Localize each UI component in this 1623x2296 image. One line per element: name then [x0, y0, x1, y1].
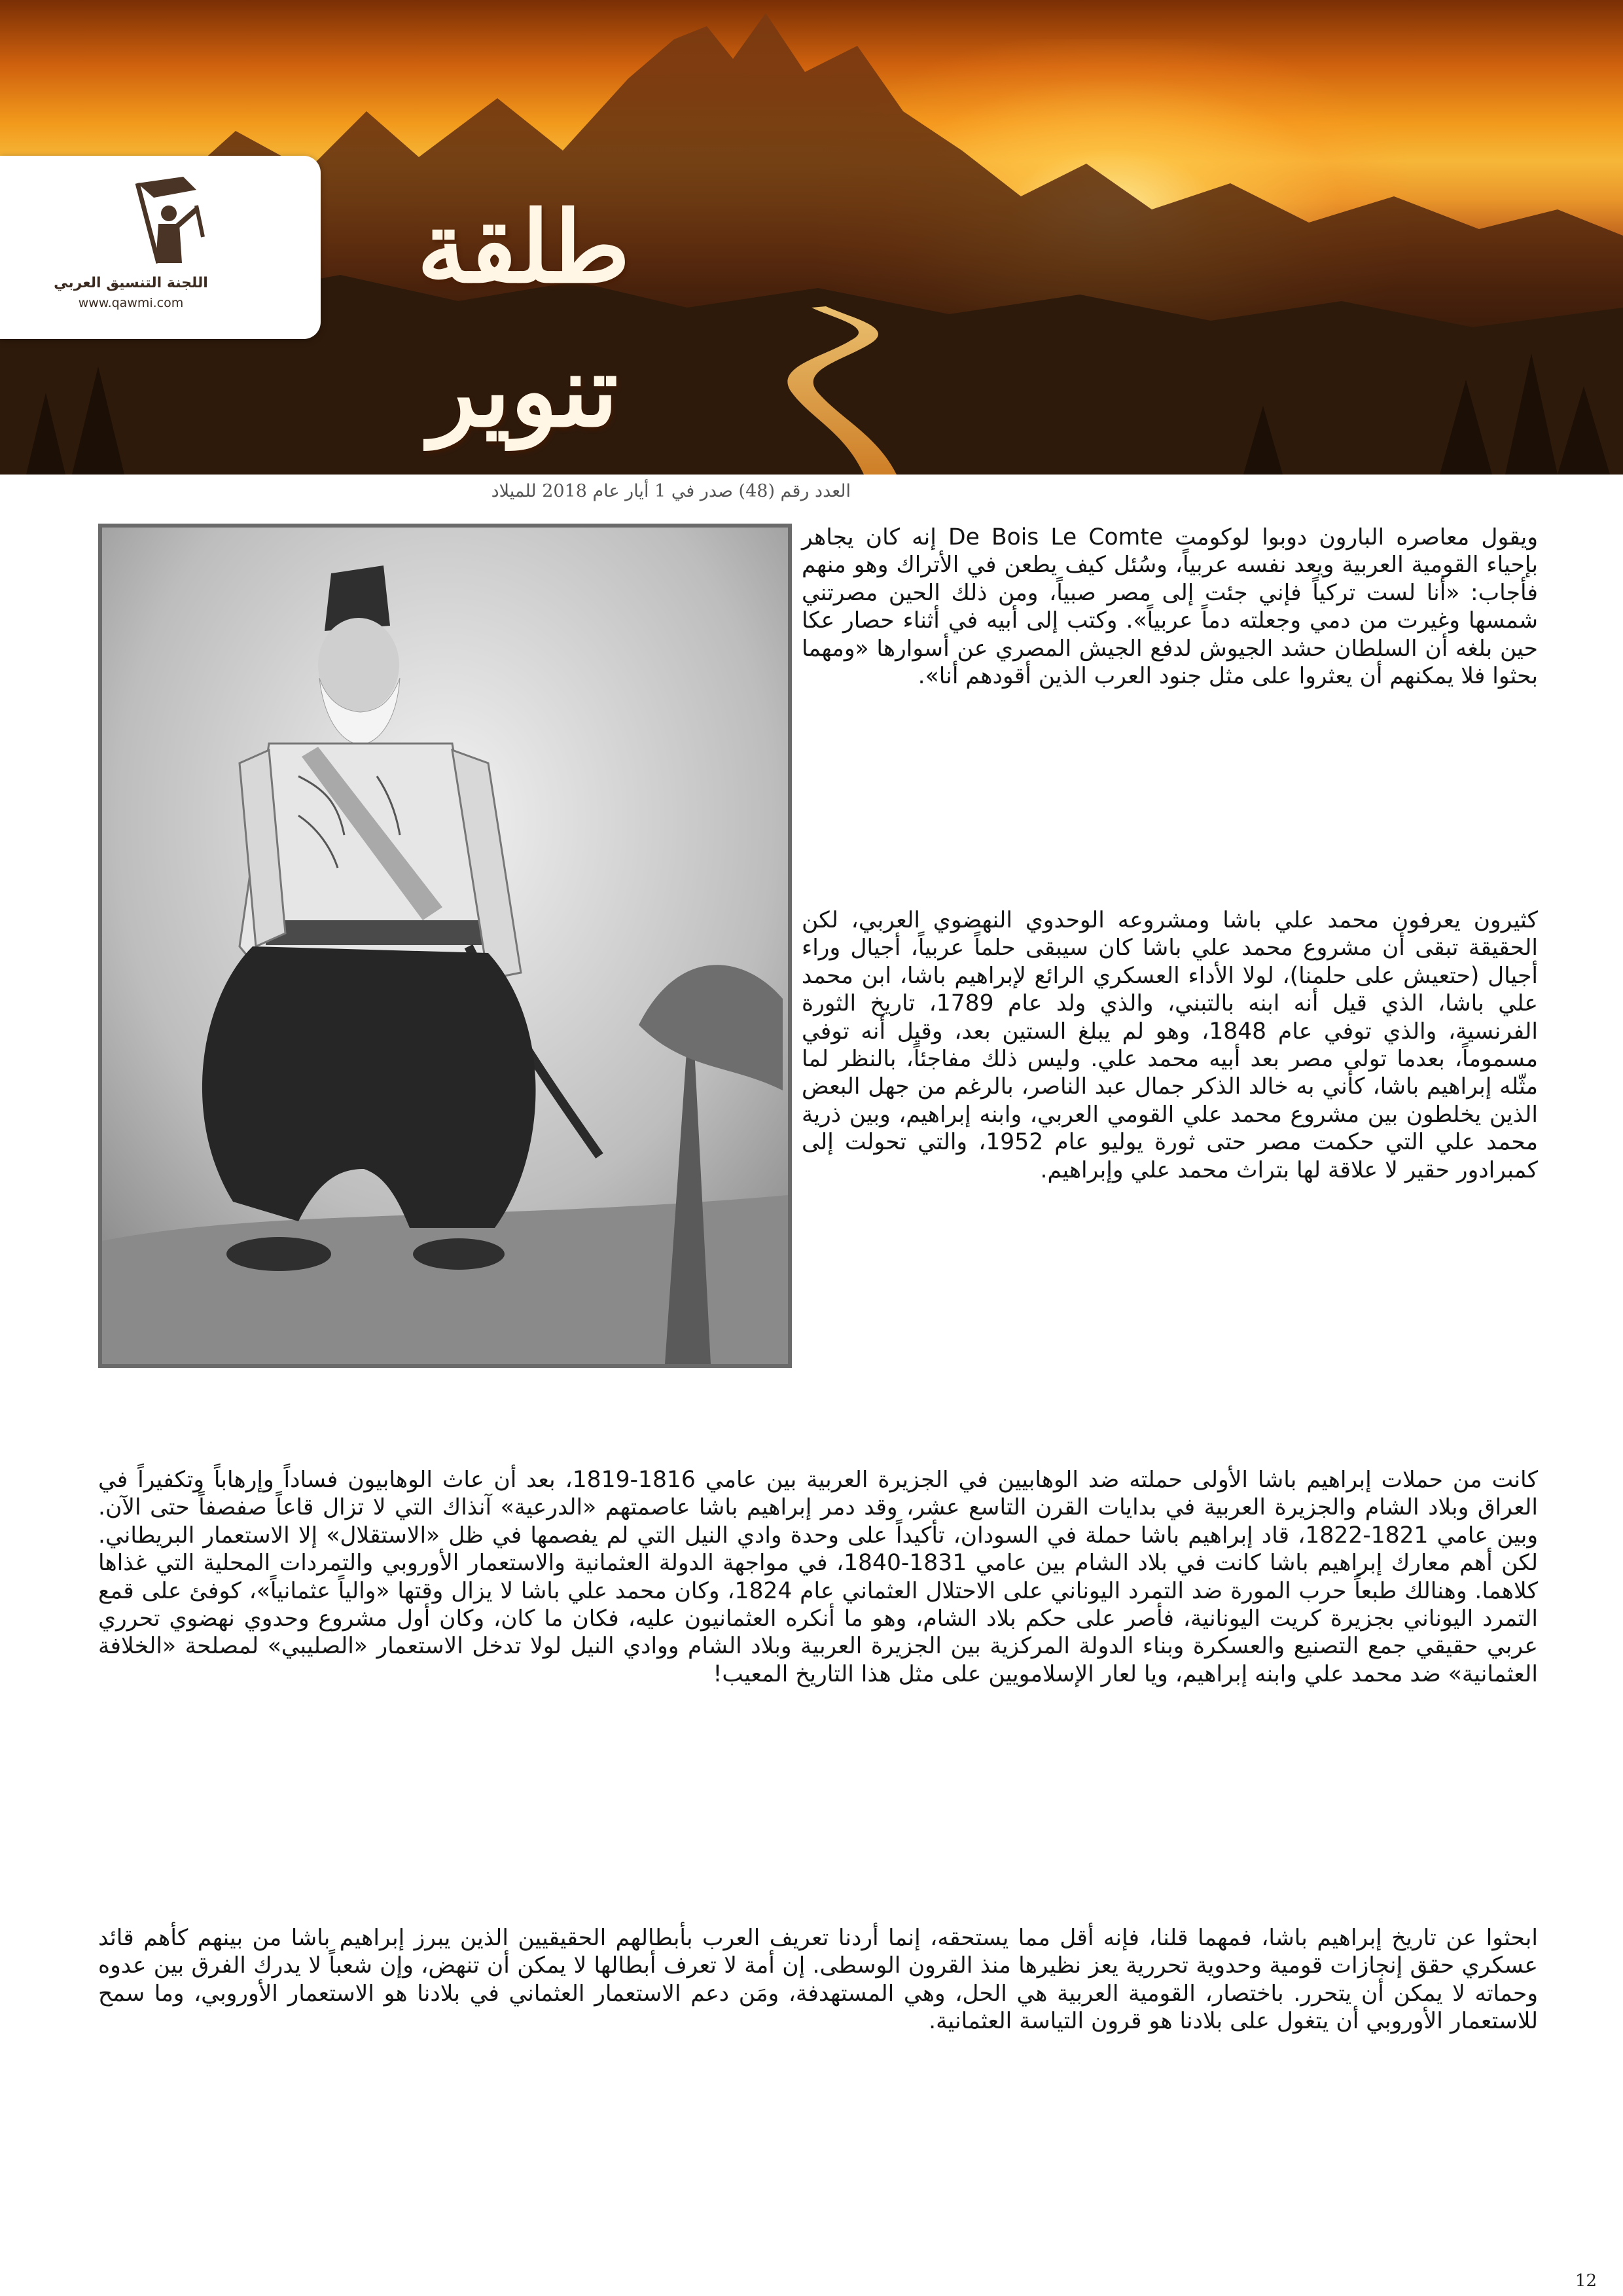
- header-banner: [0, 0, 1623, 475]
- portrait-image: [98, 524, 792, 1368]
- article-paragraph-2: كثيرون يعرفون محمد علي باشا ومشروعه الوحدوي النهضوي العربي، لكن الحقيقة تبقى أن مشروع محمد علي باشا كان سيبقى حلماً عربياً، أجيال وراء أجيال (حتعيش على حلمنا)، لولا الأداء العسكري الرائع لإبراهيم باشا، ابن محمد علي باشا، الذي قيل أنه ابنه بالتبني، والذي ولد عام 1789، تاريخ الثورة الفرنسية، والذي توفي عام 1848، وهو لم يبلغ الستين بعد، وقيل أنه توفي مسموماً، بعدما تولى مصر بعد أبيه محمد علي. وليس ذلك مفاجئاً، بالنظر لما مثّله إبراهيم باشا، كأني به خالد الذكر جمال عبد الناصر، بالرغم من جهل البعض الذين يخلطون بين مشروع محمد علي القومي العربي، وابنه إبراهيم، وبين ذرية محمد علي التي حكمت مصر حتى ثورة يوليو عام 1952، والتي تحولت إلى كمبرادور حقير لا علاقة لها بتراث محمد علي وإبراهيم.: [802, 907, 1538, 1183]
- article-paragraph-4: ابحثوا عن تاريخ إبراهيم باشا، فمهما قلنا، فإنه أقل مما يستحقه، إنما أردنا تعريف العرب بأبطالهم الحقيقيين الذين يبرز إبراهيم باشا من بينهم كأهم قائد عسكري حقق إنجازات قومية وحدوية تحررية يعز نظيرها منذ القرون الوسطى. إن أمة لا تعرف أبطالها لا يمكن أن تنهض، وإن شعباً لا يدرك الفرق بين عدوه وحماته لا يمكن أن يتحرر. باختصار، القومية العربية هي الحل، وهي المستهدفة، ومَن دعم الاستعمار العثماني في بلادنا هو الاستعمار الأوروبي، وما سمح للاستعمار الأوروبي أن يتغول على بلادنا هو قرون التياسة العثمانية.: [98, 1925, 1538, 2035]
- masthead-title: طلقة تنوير: [417, 190, 630, 449]
- article-paragraph-3: كانت من حملات إبراهيم باشا الأولى حملته ضد الوهابيين في الجزيرة العربية بين عامي 1816-1819، بعد أن عاث الوهابيون فساداً وإرهاباً وتكفيراً في العراق وبلاد الشام والجزيرة العربية في بدايات القرن التاسع عشر، وقد دمر إبراهيم باشا عاصمتهم «الدرعية» آنذاك التي لا تزال قاعاً صفصفاً حتى الآن. وبين عامي 1821-1822، قاد إبراهيم باشا حملة في السودان، تأكيداً على وحدة وادي النيل التي لم يفصمها في ظل «الاستقلال» إلا الاستعمار البريطاني. لكن أهم معارك إبراهيم باشا كانت في بلاد الشام بين عامي 1831-1840، في مواجهة الدولة العثمانية والاستعمار الأوروبي والتمردات المحلية التي غذاها كلاهما. وهنالك طبعاً حرب المورة ضد التمرد اليوناني على الاحتلال العثماني عام 1824، وكان محمد علي باشا لا يزال وقتها «والياً عثمانياً»، كوفئ على قمع التمرد اليوناني بجزيرة كريت اليونانية، فأصر على حكم بلاد الشام، وهو ما أنكره العثمانيون عليه، فكان ما كان، وكان أول مشروع وحدوي نهضوي تحرري عربي حقيقي جمع التصنيع والعسكرة وبناء الدولة المركزية بين الجزيرة العربية وبلاد الشام ووادي النيل لولا تدخل الاستعمار «الصليبي» لمصلحة «الخلافة العثمانية» ضد محمد علي وابنه إبراهيم، ويا لعار الإسلامويين على مثل هذا التاريخ المعيب!: [98, 1467, 1539, 1687]
- page-number: 12: [1575, 2271, 1597, 2291]
- article-paragraph-1: ويقول معاصره البارون دوبوا لوكومت De Bois Le Comte إنه كان يجاهر بإحياء القومية العربية ويعد نفسه عربياً، وسُئل كيف يطعن في الأتراك وهو منهم فأجاب: «أنا لست تركياً فإني جئت إلى مصر صبياً، ومن ذلك الحين مصرتني شمسها وغيرت من دمي وجعلته دماً عربياً». وكتب إلى أبيه في أثناء حصار عكا حين بلغه أن السلطان حشد الجيوش لدفع الجيش المصري عن أسوارها «ومهما بحثوا فلا يمكنهم أن يعثروا على مثل جنود العرب الذين أقودهم أنا».: [802, 524, 1538, 690]
- flag-bearer-icon: [98, 171, 209, 270]
- publisher-logo-card[interactable]: [0, 156, 321, 339]
- logo-organization-name: اللجنة التنسيق العربي: [54, 275, 208, 291]
- logo-website-url[interactable]: www.qawmi.com: [78, 296, 184, 310]
- issue-info: العدد رقم (48) صدر في 1 أيار عام 2018 للميلاد: [491, 481, 851, 501]
- historical-figure-illustration: [102, 528, 788, 1364]
